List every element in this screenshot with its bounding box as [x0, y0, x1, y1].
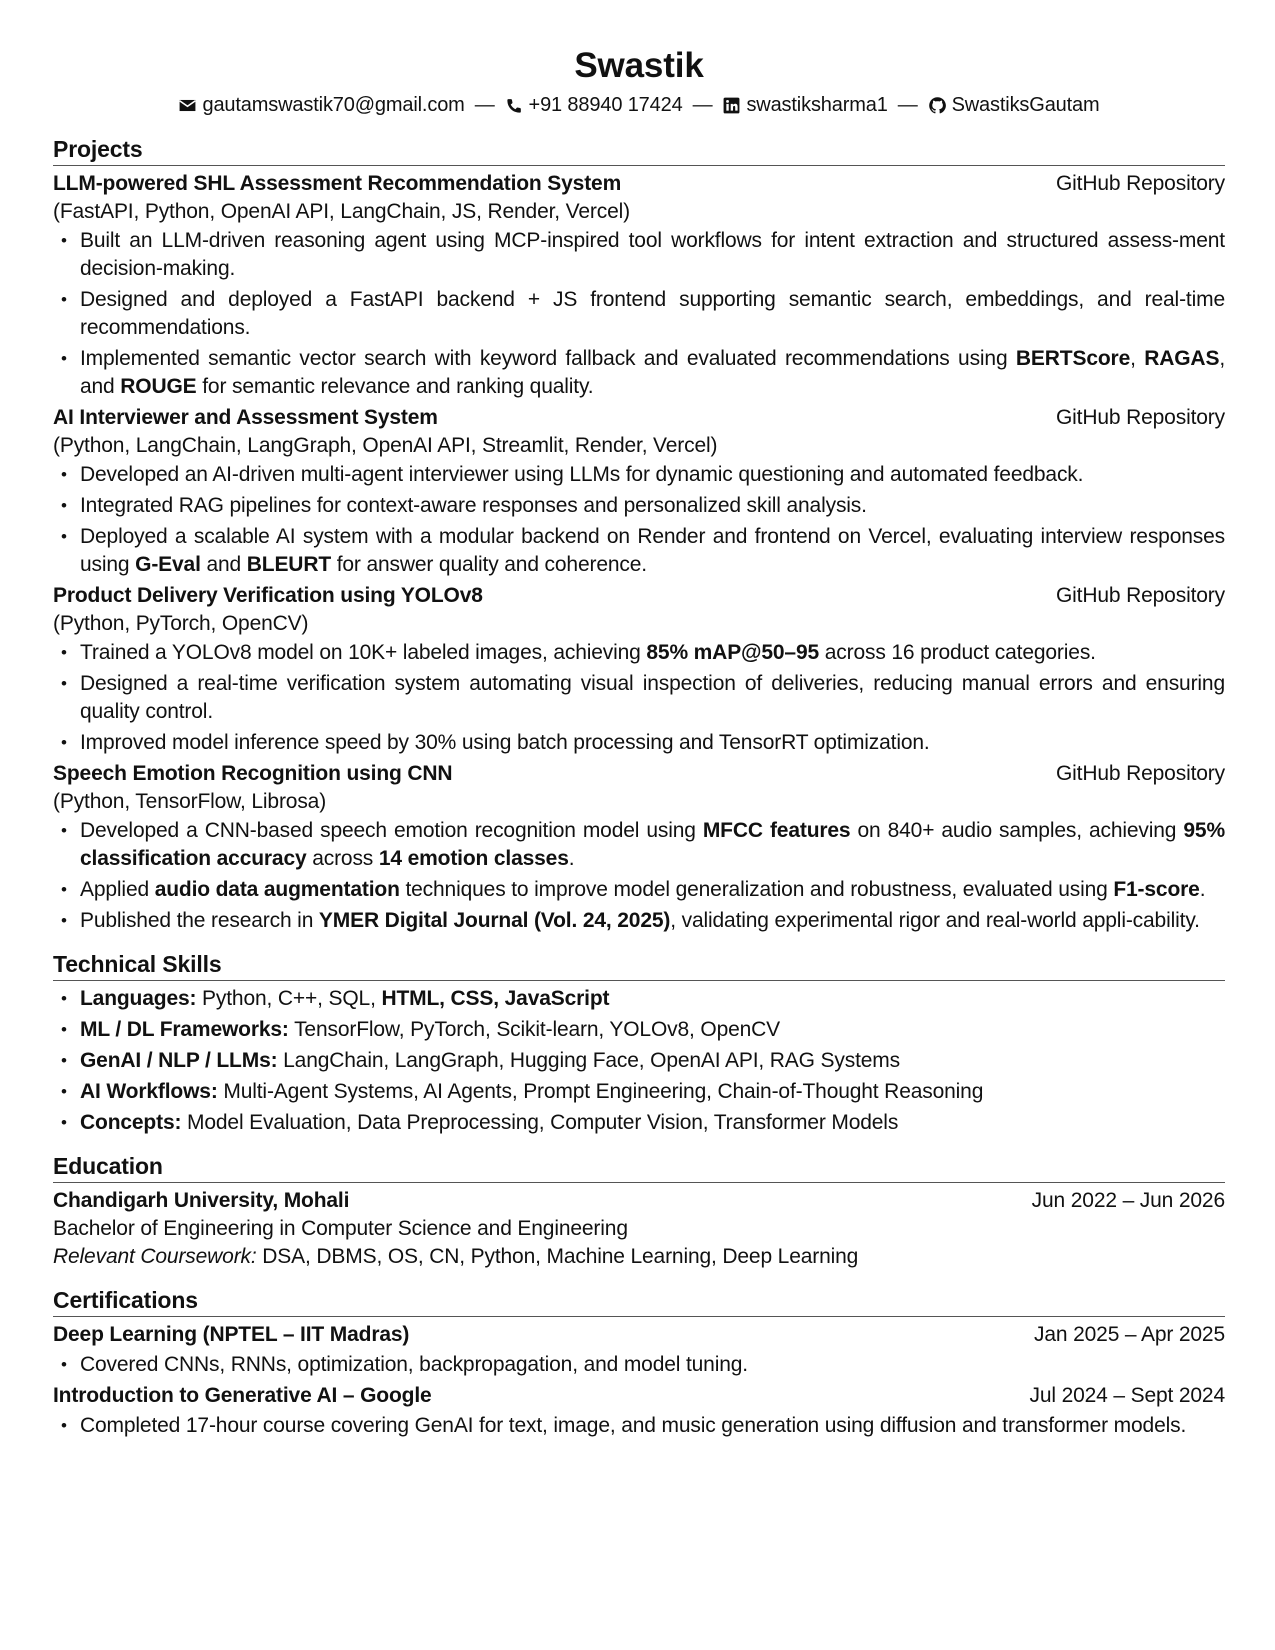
text-run: Designed and deployed a FastAPI backend + JS frontend supporting semantic search, embeddings, and real-time recommendations.: [80, 288, 1225, 339]
text-run: Completed 17-hour course covering GenAI for text, image, and music generation using diffusion and transformer models.: [80, 1414, 1187, 1437]
bold-text: 95% classification accuracy: [80, 819, 1225, 870]
bold-text: ML / DL Frameworks:: [80, 1018, 289, 1041]
certification-bullets: [53, 1412, 1225, 1440]
project-entry: [53, 404, 1225, 579]
project-tech-stack: (FastAPI, Python, OpenAI API, LangChain, JS, Render, Vercel): [53, 200, 630, 223]
certification-dates: Jul 2024 – Sept 2024: [1029, 1384, 1225, 1407]
certification-bullets: [53, 1351, 1225, 1379]
text-run: across: [306, 847, 379, 870]
project-entry: [53, 170, 1225, 401]
text-run: Developed an AI-driven multi-agent interviewer using LLMs for dynamic questioning and automated feedback.: [80, 463, 1084, 486]
text-run: across 16 product categories.: [819, 641, 1096, 664]
project-title: Product Delivery Verification using YOLOv8: [53, 584, 483, 607]
project-entry: [53, 582, 1225, 757]
repo-link[interactable]: GitHub Repository: [1055, 584, 1225, 607]
skill-item: [53, 1047, 1225, 1075]
certification-title: Deep Learning (NPTEL – IIT Madras): [53, 1323, 410, 1346]
project-bullets: [53, 227, 1225, 401]
bold-text: 85% mAP@50–95: [646, 641, 820, 664]
skill-item: [53, 1016, 1225, 1044]
project-tech-stack: (Python, LangChain, LangGraph, OpenAI API, Streamlit, Render, Vercel): [53, 434, 718, 457]
text-run: Trained a YOLOv8 model on 10K+ labeled images, achieving: [80, 641, 647, 664]
skill-item: [53, 1078, 1225, 1106]
text-run: Built an LLM-driven reasoning agent using MCP-inspired tool workflows for intent extraction and structured assess-ment decision-making.: [80, 229, 1225, 280]
bold-text: MFCC features: [702, 819, 851, 842]
bold-text: Concepts:: [80, 1111, 182, 1134]
text-run: TensorFlow, PyTorch, Scikit-learn, YOLOv8, OpenCV: [288, 1018, 781, 1041]
envelope-icon: [178, 96, 197, 115]
text-run: and: [200, 553, 247, 576]
text-run: Model Evaluation, Data Preprocessing, Computer Vision, Transformer Models: [181, 1111, 899, 1134]
skill-item: [53, 1109, 1225, 1137]
bold-text: G-Eval: [135, 553, 201, 576]
bullet-item: [53, 639, 1225, 667]
school-name: Chandigarh University, Mohali: [53, 1189, 350, 1212]
project-bullets: [53, 817, 1225, 935]
text-run: .: [568, 847, 575, 870]
github-icon: [928, 96, 947, 115]
section-title: Projects: [53, 134, 1225, 166]
text-run: on 840+ audio samples, achieving: [850, 819, 1184, 842]
phone-icon: [505, 96, 524, 115]
project-title: AI Interviewer and Assessment System: [53, 406, 438, 429]
section-title: Certifications: [53, 1285, 1225, 1317]
certification-dates: Jan 2025 – Apr 2025: [1034, 1323, 1225, 1346]
bold-text: 14 emotion classes: [378, 847, 569, 870]
bold-text: BLEURT: [246, 553, 332, 576]
bullet-item: [53, 345, 1225, 401]
text-run: .: [1199, 878, 1206, 901]
project-tech-stack: (Python, PyTorch, OpenCV): [53, 612, 309, 635]
candidate-name: Swastik: [574, 46, 704, 85]
bullet-item: [53, 907, 1225, 935]
text-run: Improved model inference speed by 30% using batch processing and TensorRT optimization.: [80, 731, 930, 754]
text-run: Published the research in: [80, 909, 319, 932]
project-entry: [53, 760, 1225, 935]
text-run: Deployed a scalable AI system with a modular backend on Render and frontend on Vercel, evaluating interview responses using: [80, 525, 1225, 576]
project-bullets: [53, 639, 1225, 757]
separator: —: [897, 94, 918, 116]
project-title: LLM-powered SHL Assessment Recommendation System: [53, 172, 622, 195]
projects-list: [53, 170, 1225, 935]
text-run: Implemented semantic vector search with keyword fallback and evaluated recommendations using: [80, 347, 1016, 370]
projects-section: [53, 134, 1225, 935]
text-run: Integrated RAG pipelines for context-aware responses and personalized skill analysis.: [80, 494, 867, 517]
bold-text: F1-score: [1113, 878, 1200, 901]
repo-link[interactable]: GitHub Repository: [1055, 406, 1225, 429]
skills-section: [53, 949, 1225, 1137]
contact-github[interactable]: [928, 90, 1100, 120]
bullet-item: [53, 1412, 1225, 1440]
resume: [53, 44, 1225, 1443]
skill-item: [53, 985, 1225, 1013]
text-run: , and: [80, 347, 1225, 398]
bold-text: RAGAS: [1144, 347, 1220, 370]
bullet-item: [53, 523, 1225, 579]
bullet-item: [53, 461, 1225, 489]
coursework: [53, 1243, 1225, 1271]
separator: —: [474, 94, 495, 116]
text-run: Covered CNNs, RNNs, optimization, backpropagation, and model tuning.: [80, 1353, 748, 1376]
bold-text: ROUGE: [120, 375, 197, 398]
bold-text: Languages:: [80, 987, 197, 1010]
contact-phone[interactable]: [505, 90, 683, 120]
bullet-item: [53, 1351, 1225, 1379]
section-title: Education: [53, 1151, 1225, 1183]
certification-title: Introduction to Generative AI – Google: [53, 1384, 432, 1407]
text-run: Developed a CNN-based speech emotion recognition model using: [80, 819, 703, 842]
education-dates: Jun 2022 – Jun 2026: [1031, 1189, 1225, 1212]
certification-entry: [53, 1321, 1225, 1379]
text-run: Applied: [80, 878, 155, 901]
github-text: SwastiksGautam: [951, 94, 1100, 116]
bold-text: AI Workflows:: [80, 1080, 218, 1103]
separator: —: [692, 94, 713, 116]
bullet-item: [53, 492, 1225, 520]
certification-entry: [53, 1382, 1225, 1440]
contact-email[interactable]: [178, 90, 464, 120]
coursework-list: DSA, DBMS, OS, CN, Python, Machine Learning, Deep Learning: [256, 1245, 859, 1268]
text-run: for semantic relevance and ranking quality.: [196, 375, 594, 398]
bold-text: BERTScore: [1015, 347, 1131, 370]
bullet-item: [53, 817, 1225, 873]
bullet-item: [53, 227, 1225, 283]
project-bullets: [53, 461, 1225, 579]
certifications-section: [53, 1285, 1225, 1440]
bullet-item: [53, 286, 1225, 342]
phone-text: +91 88940 17424: [528, 94, 683, 116]
bullet-item: [53, 729, 1225, 757]
bold-text: audio data augmentation: [154, 878, 400, 901]
text-run: Designed a real-time verification system automating visual inspection of deliveries, reducing manual errors and ensuring quality control.: [80, 672, 1225, 723]
repo-link[interactable]: GitHub Repository: [1055, 762, 1225, 785]
linkedin-icon: [722, 96, 741, 115]
section-title: Technical Skills: [53, 949, 1225, 981]
bullet-item: [53, 670, 1225, 726]
bullet-item: [53, 876, 1225, 904]
education-section: [53, 1151, 1225, 1271]
contact-bar: [53, 90, 1225, 120]
repo-link[interactable]: GitHub Repository: [1055, 172, 1225, 195]
degree: Bachelor of Engineering in Computer Science and Engineering: [53, 1217, 628, 1240]
contact-linkedin[interactable]: [722, 90, 887, 120]
text-run: LangChain, LangGraph, Hugging Face, OpenAI API, RAG Systems: [277, 1049, 900, 1072]
email-text: gautamswastik70@gmail.com: [202, 94, 465, 116]
project-title: Speech Emotion Recognition using CNN: [53, 762, 453, 785]
skills-list: [53, 985, 1225, 1137]
text-run: techniques to improve model generalization and robustness, evaluated using: [399, 878, 1114, 901]
text-run: Multi-Agent Systems, AI Agents, Prompt Engineering, Chain-of-Thought Reasoning: [217, 1080, 984, 1103]
coursework-label: Relevant Coursework:: [53, 1245, 257, 1268]
text-run: , validating experimental rigor and real-world appli-cability.: [670, 909, 1200, 932]
text-run: Python, C++, SQL,: [196, 987, 382, 1010]
bold-text: GenAI / NLP / LLMs:: [80, 1049, 278, 1072]
project-tech-stack: (Python, TensorFlow, Librosa): [53, 790, 327, 813]
text-run: for answer quality and coherence.: [331, 553, 647, 576]
linkedin-text: swastiksharma1: [746, 94, 888, 116]
text-run: ,: [1130, 347, 1145, 370]
bold-text: HTML, CSS, JavaScript: [381, 987, 610, 1010]
bold-text: YMER Digital Journal (Vol. 24, 2025): [318, 909, 671, 932]
